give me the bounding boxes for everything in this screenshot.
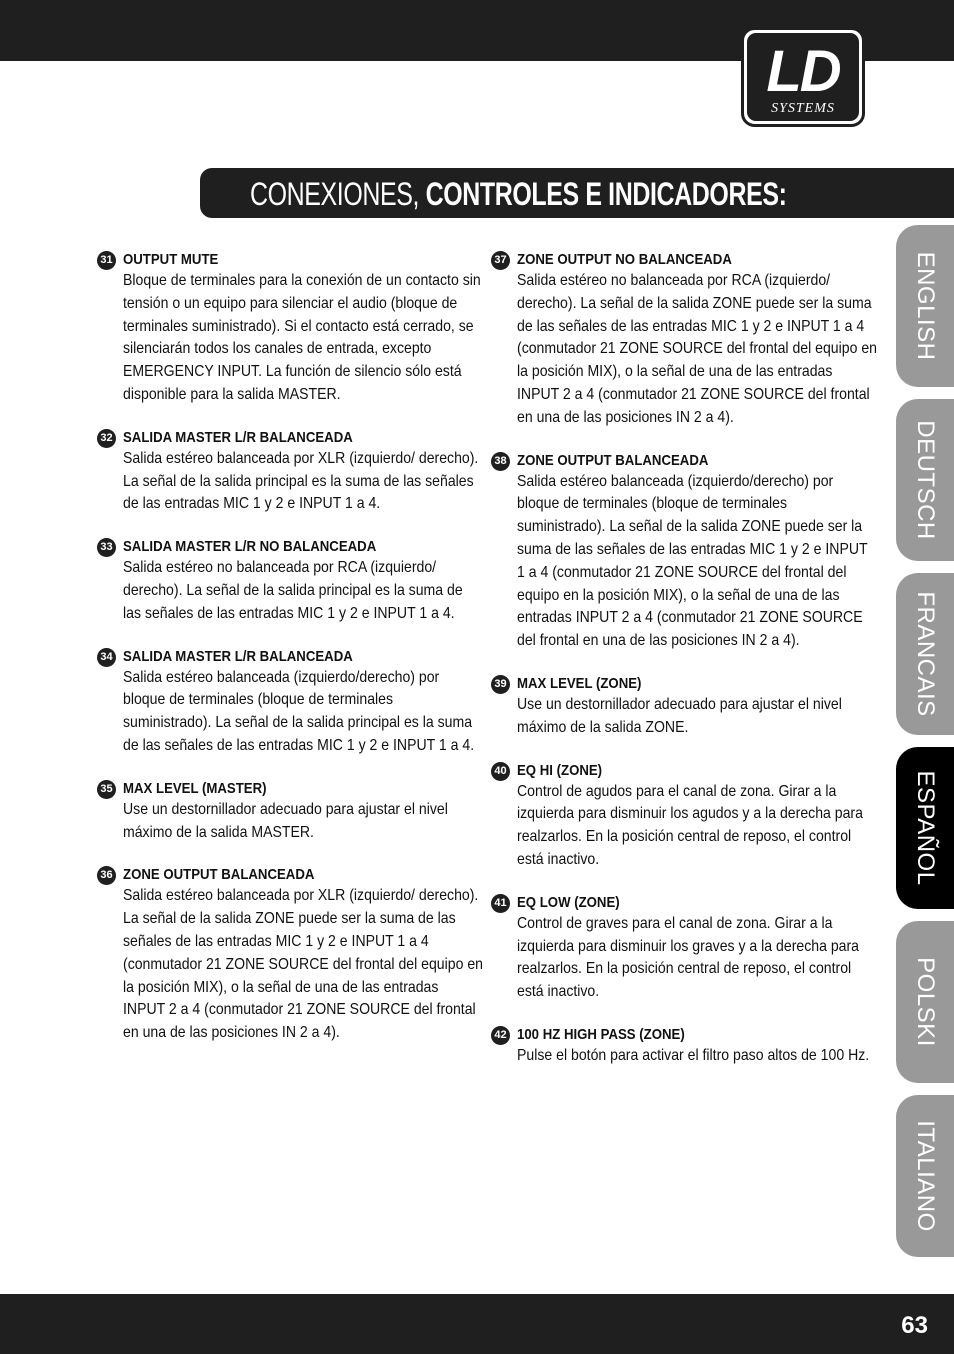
entry-item <box>97 428 479 516</box>
number-badge: 40 <box>491 762 510 781</box>
bottom-bar <box>0 1294 954 1354</box>
entry-body: Salida estéreo balanceada (izquierdo/derecho) por bloque de terminales (bloque de terminales suministrado). La señal de la salida ZONE puede ser la suma de las señales de las entradas MIC 1 y 2 e INPUT 1 a 4 (conmutador 21 ZONE SOURCE del frontal del equipo en la posición MIX), o la señal de una de las entradas INPUT 2 a 4 (conmutador 21 ZONE SOURCE del frontal en una de las posiciones IN 2 a 4). <box>517 472 868 650</box>
page-title <box>250 176 787 212</box>
entry-title: ZONE OUTPUT NO BALANCEADA <box>517 251 732 268</box>
number-badge: 31 <box>97 251 116 270</box>
number-badge: 36 <box>97 866 116 885</box>
entry-item <box>97 865 484 1045</box>
language-tab[interactable] <box>896 1095 954 1257</box>
entry-title: EQ HI (ZONE) <box>517 761 603 779</box>
entry-body: Salida estéreo no balanceada por RCA (izquierdo/ derecho). La señal de la salida ZONE puede ser la suma de las señales de las entradas MIC 1 y 2 e INPUT 1 a 4 (conmutador 21 ZONE SOURCE del frontal del equipo en la posición MIX), o la señal de una de las entradas INPUT 2 a 4 (conmutador 21 ZONE SOURCE del frontal en una de las posiciones IN 2 a 4). <box>517 272 878 426</box>
number-badge: 34 <box>97 648 116 667</box>
number-badge: 35 <box>97 780 116 799</box>
entry-title: 100 HZ HIGH PASS (ZONE) <box>517 1025 685 1043</box>
language-tab[interactable] <box>896 399 954 561</box>
svg-text:LD: LD <box>766 39 840 104</box>
entry-item <box>491 761 861 872</box>
entry-title: SALIDA MASTER L/R NO BALANCEADA <box>123 538 377 556</box>
language-tab-label: ITALIANO <box>912 1120 939 1232</box>
title-light: CONEXIONES, <box>250 176 426 212</box>
left-column <box>97 250 484 1066</box>
entry-title: MAX LEVEL (ZONE) <box>517 674 642 692</box>
language-tab[interactable] <box>896 573 954 735</box>
entry-item <box>97 779 467 845</box>
title-bar <box>200 168 954 218</box>
number-badge: 38 <box>491 452 510 471</box>
number-badge: 32 <box>97 429 116 448</box>
entry-item <box>97 250 481 407</box>
number-badge: 39 <box>491 675 510 694</box>
language-tab[interactable] <box>896 225 954 387</box>
entry-title: EQ LOW (ZONE) <box>517 893 620 911</box>
entry-item <box>491 893 861 1004</box>
entry-body: Bloque de terminales para la conexión de un contacto sin tensión o un equipo para silenciar el audio (bloque de terminales suministrado). Si el contacto está cerrado, se silenciarán todos los canales de entrada, excepto EMERGENCY INPUT. La función de silencio sólo está disponible para la salida MASTER. <box>123 272 481 403</box>
entry-body: Use un destornillador adecuado para ajustar el nivel máximo de la salida MASTER. <box>123 800 448 841</box>
number-badge: 37 <box>491 251 510 270</box>
entry-title: OUTPUT MUTE <box>123 251 219 268</box>
entry-body: Salida estéreo balanceada por XLR (izquierdo/ derecho). La señal de la salida ZONE puede ser la suma de las señales de las entradas MIC 1 y 2 e INPUT 1 a 4 (conmutador 21 ZONE SOURCE del frontal del equipo en la posición MIX), o la señal de una de las entradas INPUT 2 a 4 (conmutador 21 ZONE SOURCE del frontal en una de las posiciones IN 2 a 4). <box>123 887 484 1042</box>
entry-item <box>491 674 861 740</box>
language-tab[interactable] <box>896 921 954 1083</box>
entry-title: SALIDA MASTER L/R BALANCEADA <box>123 647 353 665</box>
entry-body: Control de graves para el canal de zona. Girar a la izquierda para disminuir los graves y a la derecha para realzarlos. En la posición central de reposo, el control está inactivo. <box>517 914 860 1001</box>
language-tab-label: DEUTSCH <box>912 420 939 540</box>
number-badge: 42 <box>491 1026 510 1045</box>
entry-title: MAX LEVEL (MASTER) <box>123 779 267 797</box>
svg-text:SYSTEMS: SYSTEMS <box>771 101 835 116</box>
page-number: 63 <box>901 1312 928 1339</box>
entry-item <box>491 250 878 430</box>
entry-title: ZONE OUTPUT BALANCEADA <box>123 866 315 884</box>
ld-systems-logo <box>741 27 865 127</box>
entry-body: Salida estéreo no balanceada por RCA (izquierdo/ derecho). La señal de la salida principal es la suma de las señales de las entradas MIC 1 y 2 e INPUT 1 a 4. <box>123 559 463 622</box>
entry-body: Control de agudos para el canal de zona. Girar a la izquierda para disminuir los agudos y a la derecha para realzarlos. En la posición central de reposo, el control está inactivo. <box>517 782 863 868</box>
title-bold: CONTROLES E INDICADORES: <box>425 176 787 212</box>
entry-item <box>491 1025 870 1068</box>
language-tab-label: POLSKI <box>912 957 939 1047</box>
language-tab-label: FRANCAIS <box>912 591 939 717</box>
entry-item <box>97 537 467 625</box>
entry-title: ZONE OUTPUT BALANCEADA <box>517 451 709 469</box>
entry-body: Salida estéreo balanceada por XLR (izquierdo/ derecho). La señal de la salida principal es la suma de las señales de las entradas MIC 1 y 2 e INPUT 1 a 4. <box>123 449 479 513</box>
entry-item <box>97 647 475 758</box>
language-tab[interactable] <box>896 747 954 909</box>
language-tab-label: ESPAÑOL <box>912 770 939 886</box>
number-badge: 33 <box>97 538 116 557</box>
entry-body: Pulse el botón para activar el filtro paso altos de 100 Hz. <box>517 1046 870 1064</box>
right-column <box>491 250 878 1089</box>
language-tab-label: ENGLISH <box>912 251 939 361</box>
entry-body: Use un destornillador adecuado para ajustar el nivel máximo de la salida ZONE. <box>517 695 842 736</box>
number-badge: 41 <box>491 894 510 913</box>
entry-item <box>491 451 868 653</box>
entry-title: SALIDA MASTER L/R BALANCEADA <box>123 428 353 446</box>
entry-body: Salida estéreo balanceada (izquierdo/derecho) por bloque de terminales (bloque de terminales suministrado). La señal de la salida principal es la suma de las señales de las entradas MIC 1 y 2 e INPUT 1 a 4. <box>123 668 475 754</box>
